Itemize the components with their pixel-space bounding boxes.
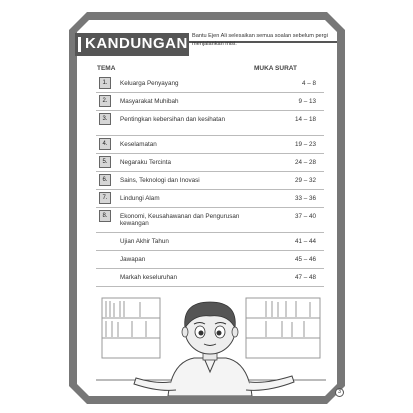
contents-row bbox=[96, 111, 324, 136]
section-header bbox=[75, 33, 189, 56]
contents-row bbox=[96, 136, 324, 154]
theme-title: Pentingkan kebersihan dan kesihatan bbox=[120, 116, 226, 123]
page-range: 14 – 18 bbox=[294, 116, 316, 123]
boy-illustration bbox=[96, 292, 326, 396]
theme-number-box: 2. bbox=[99, 95, 111, 107]
theme-title: Lindungi Alam bbox=[120, 195, 160, 202]
page-range: 4 – 8 bbox=[301, 80, 316, 87]
theme-title: Sains, Teknologi dan Inovasi bbox=[120, 177, 200, 184]
page-title: KANDUNGAN bbox=[85, 35, 188, 52]
page-range: 47 – 48 bbox=[294, 274, 316, 281]
page-range: 9 – 13 bbox=[298, 98, 316, 105]
column-header-muka-surat: MUKA SURAT bbox=[254, 65, 297, 72]
page-range: 45 – 46 bbox=[294, 256, 316, 263]
theme-number-box: 8. bbox=[99, 210, 111, 222]
theme-number-box: 4. bbox=[99, 138, 111, 150]
page-range: 41 – 44 bbox=[294, 238, 316, 245]
page-number-badge: 3 bbox=[335, 388, 344, 397]
header-note: Bantu Ejen Ali selesaikan semua soalan sebelum pergi menjalankan misi. bbox=[192, 33, 328, 47]
theme-title: Ekonomi, Keusahawanan dan Pengurusan kewangan bbox=[120, 213, 240, 227]
contents-row bbox=[96, 208, 324, 233]
theme-number-box: 6. bbox=[99, 174, 111, 186]
contents-row bbox=[96, 172, 324, 190]
page-range: 19 – 23 bbox=[294, 141, 316, 148]
contents-row bbox=[96, 75, 324, 93]
contents-row bbox=[96, 251, 324, 269]
theme-title: Markah keseluruhan bbox=[120, 274, 178, 281]
page-range: 29 – 32 bbox=[294, 177, 316, 184]
contents-row bbox=[96, 154, 324, 172]
theme-title: Masyarakat Muhibah bbox=[120, 98, 179, 105]
theme-title: Negaraku Tercinta bbox=[120, 159, 171, 166]
contents-row bbox=[96, 190, 324, 208]
theme-title: Keselamatan bbox=[120, 141, 157, 148]
contents-row bbox=[96, 269, 324, 287]
contents-list bbox=[96, 75, 324, 287]
theme-number-box: 1. bbox=[99, 77, 111, 89]
theme-number-box: 3. bbox=[99, 113, 111, 125]
theme-number-box: 7. bbox=[99, 192, 111, 204]
page-range: 37 – 40 bbox=[294, 213, 316, 220]
page-range: 24 – 28 bbox=[294, 159, 316, 166]
theme-title: Ujian Akhir Tahun bbox=[120, 238, 169, 245]
contents-row bbox=[96, 233, 324, 251]
contents-row bbox=[96, 93, 324, 111]
theme-number-box: 5. bbox=[99, 156, 111, 168]
theme-title: Jawapan bbox=[120, 256, 146, 263]
theme-title: Keluarga Penyayang bbox=[120, 80, 179, 87]
header-accent-bar bbox=[78, 37, 81, 52]
page-range: 33 – 36 bbox=[294, 195, 316, 202]
column-header-tema: TEMA bbox=[97, 65, 116, 72]
